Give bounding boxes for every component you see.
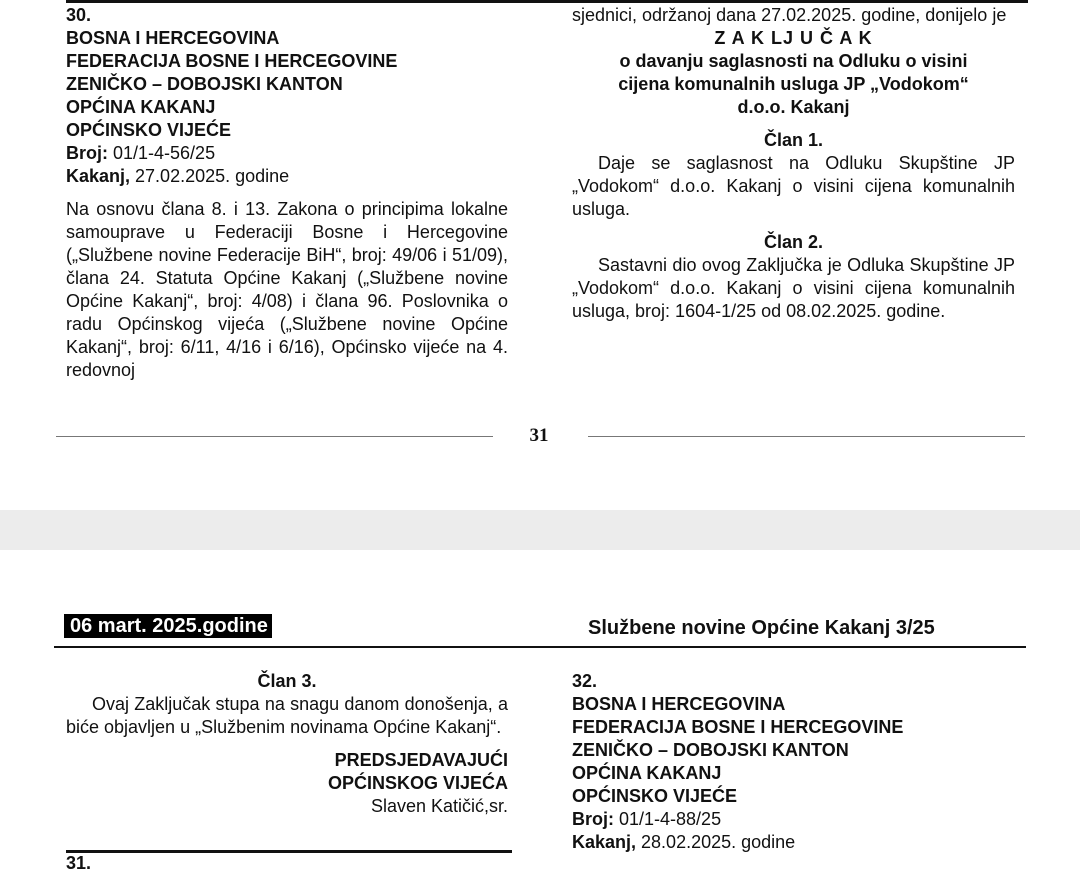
place-label: Kakanj, — [572, 832, 637, 852]
broj-line — [66, 142, 508, 165]
place-date-line — [66, 165, 508, 188]
org-line-3: ZENIČKO – DOBOJSKI KANTON — [66, 74, 343, 94]
act-end-rule — [66, 850, 512, 853]
org-line-4: OPĆINA KAKANJ — [66, 97, 216, 117]
next-act-number-cut: 31. — [66, 853, 92, 873]
broj-label: Broj: — [572, 809, 614, 829]
article-1-text: Daje se saglasnost na Odluku Skupštine JP „Vodokom“ d.o.o. Kakanj o visini cijena komunalnih usluga. — [572, 153, 1015, 219]
footer-rule-right — [588, 436, 1025, 437]
article-2-text: Sastavni dio ovog Zaključka je Odluka Skupštine JP „Vodokom“ d.o.o. Kakanj o visini cijena komunalnih usluga, broj: 1604-1/25 od 08.02.2025. godine. — [572, 255, 1015, 321]
broj-value: 01/1-4-56/25 — [108, 143, 216, 163]
page-top-rule — [66, 0, 1028, 3]
page-number: 31 — [529, 425, 549, 446]
article-1-heading: Član 1. — [763, 130, 824, 150]
article-3-text: Ovaj Zaključak stupa na snagu danom donošenja, a biće objavljen u „Službenim novinama Općine Kakanj“. — [66, 694, 508, 737]
org-line-5: OPĆINSKO VIJEĆE — [572, 786, 738, 806]
signature-title-line-2: OPĆINSKOG VIJEĆA — [327, 773, 508, 793]
right-column-act-32 — [572, 670, 1015, 854]
org-line-3: ZENIČKO – DOBOJSKI KANTON — [572, 740, 849, 760]
page-gap — [0, 510, 1080, 550]
footer-rule-left — [56, 436, 493, 437]
article-3-heading: Član 3. — [257, 671, 317, 691]
right-column-act-30 — [572, 4, 1015, 323]
document-page-32 — [0, 550, 1080, 873]
org-line-4: OPĆINA KAKANJ — [572, 763, 722, 783]
preamble-continuation: sjednici, održanoj dana 27.02.2025. godine, donijelo je — [572, 5, 1007, 25]
header-rule — [54, 646, 1026, 648]
header-date: 06 mart. 2025.godine — [64, 614, 272, 638]
place-date-value: 27.02.2025. godine — [130, 166, 290, 186]
article-2-heading: Član 2. — [763, 232, 824, 252]
act-title: Z A K LJ U Č A K — [714, 28, 873, 48]
left-column-act-30-end — [66, 670, 508, 818]
act-number: 32. — [572, 671, 598, 691]
preamble-paragraph: Na osnovu člana 8. i 13. Zakona o principima lokalne samouprave u Federaciji Bosne i Hercegovine („Službene novine Federacije BiH“, broj: 49/06 i 51/09), člana 24. Statuta Općine Kakanj („Službene novine Općine Kakanj“, broj: 4/08) i člana 96. Poslovnika o radu Općinskog vijeća („Službene novine Općine Kakanj“, broj: 6/11, 4/16 i 6/16), Općinsko vijeće na 4. redovnoj — [66, 199, 508, 380]
org-line-1: BOSNA I HERCEGOVINA — [572, 694, 786, 714]
act-number: 30. — [66, 5, 92, 25]
left-column-act-30 — [66, 4, 508, 382]
header-publication-title: Službene novine Općine Kakanj 3/25 — [588, 617, 935, 639]
org-line-2: FEDERACIJA BOSNE I HERCEGOVINE — [66, 51, 398, 71]
org-line-2: FEDERACIJA BOSNE I HERCEGOVINE — [572, 717, 904, 737]
signature-name: Slaven Katičić,sr. — [370, 796, 508, 816]
broj-value: 01/1-4-88/25 — [614, 809, 722, 829]
org-line-1: BOSNA I HERCEGOVINA — [66, 28, 280, 48]
place-label: Kakanj, — [66, 166, 131, 186]
act-subtitle: o davanju saglasnosti na Odluku o visini cijena komunalnih usluga JP „Vodokom“ d.o.o. Kakanj — [618, 51, 969, 117]
signature-title-line-1: PREDSJEDAVAJUĆI — [334, 750, 508, 770]
broj-line — [572, 808, 1015, 831]
broj-label: Broj: — [66, 143, 108, 163]
place-date-value: 28.02.2025. godine — [636, 832, 796, 852]
org-line-5: OPĆINSKO VIJEĆE — [66, 120, 232, 140]
place-date-line — [572, 831, 1015, 854]
